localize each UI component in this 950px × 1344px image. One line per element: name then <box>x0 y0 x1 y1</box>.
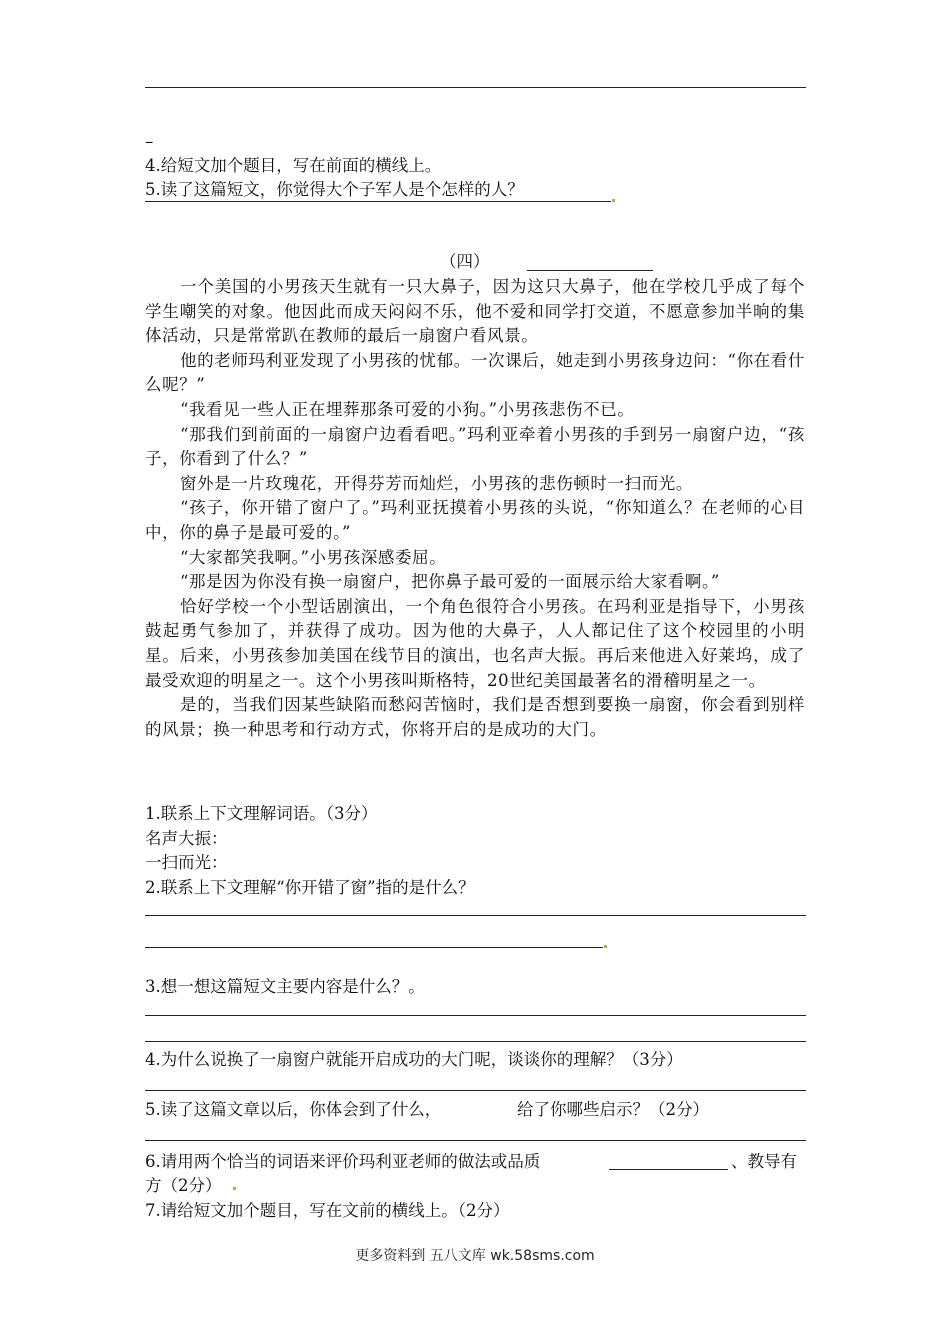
section-heading: （四） <box>440 252 490 271</box>
answer-line <box>145 915 806 916</box>
paragraph: 恰好学校一个小型话剧演出，一个角色很符合小男孩。在玛利亚是指导下，小男孩鼓起勇气参加了，并获得了成功。因为他的大鼻子，人人都记住了这个校园里的小明星。后来，小男孩参加美国在线节目的演出，也名声大振。再后来他进入好莱坞，成了最受欢迎的明星之一。这个小男孩叫斯格特，20世纪美国最著名的滑稽明星之一。 <box>145 596 805 690</box>
question-1: 1.联系上下文理解词语。（3分） <box>145 804 378 823</box>
paragraph: “大家都笑我啊。”小男孩深感委屈。 <box>180 547 447 567</box>
question-6-part-b: 、教导有 <box>731 1152 797 1171</box>
mark-dot <box>233 1187 236 1190</box>
question-5-part-a: 5.读了这篇文章以后，你体会到了什么， <box>145 1100 442 1119</box>
stray-dash: – <box>145 132 154 151</box>
paragraph: 他的老师玛利亚发现了小男孩的忧郁。一次课后，她走到小男孩身边问：“你在看什么呢？” <box>145 350 805 395</box>
answer-line <box>145 1090 806 1091</box>
question-5-part-b: 给了你哪些启示？（2分） <box>517 1100 709 1119</box>
question-1-term-b: 一扫而光： <box>145 853 228 872</box>
question-4-top: 4.给短文加个题目，写在前面的横线上。 <box>145 156 442 175</box>
fill-blank-line <box>609 1169 728 1170</box>
paragraph: “那是因为你没有换一扇窗户，把你鼻子最可爱的一面展示给大家看啊。” <box>180 572 720 592</box>
paragraph: 是的，当我们因某些缺陷而愁闷苦恼时，我们是否想到要换一扇窗，你会看到别样的风景；换一种思考和行动方式，你将开启的是成功的大门。 <box>145 695 805 739</box>
question-6-part-a: 6.请用两个恰当的词语来评价玛利亚老师的做法或品质 <box>145 1152 541 1171</box>
question-5-top: 5.读了这篇短文，你觉得大个子军人是个怎样的人？ <box>145 180 524 199</box>
title-blank-line <box>527 270 653 271</box>
paragraph: “我看见一些人正在埋葬那条可爱的小狗。”小男孩悲伤不已。 <box>180 399 635 419</box>
question-3: 3.想一想这篇短文主要内容是什么？。 <box>145 977 425 996</box>
question-1-term-a: 名声大振： <box>145 829 228 848</box>
answer-line <box>145 201 611 202</box>
question-7: 7.请给短文加个题目，写在文前的横线上。（2分） <box>145 1201 510 1220</box>
answer-line <box>145 1041 806 1042</box>
footer-text: 更多资料到 五八文库 wk.58sms.com <box>355 1248 595 1264</box>
answer-line <box>145 947 603 948</box>
mark-dot <box>604 945 607 948</box>
answer-line <box>145 87 806 88</box>
paragraph: “那我们到前面的一扇窗户边看看吧。”玛利亚牵着小男孩的手到另一扇窗户边，“孩子，你看到了什么？” <box>145 424 805 469</box>
question-2: 2.联系上下文理解“你开错了窗”指的是什么？ <box>145 878 475 897</box>
question-4: 4.为什么说换了一扇窗户就能开启成功的大门呢，谈谈你的理解？（3分） <box>145 1050 683 1069</box>
passage <box>145 275 805 742</box>
question-6-part-c: 方（2分） <box>145 1176 222 1195</box>
paragraph: 窗外是一片玫瑰花，开得芬芳而灿烂，小男孩的悲伤顿时一扫而光。 <box>180 473 693 493</box>
answer-line <box>145 1140 806 1141</box>
answer-line <box>145 1015 806 1016</box>
paragraph: “孩子，你开错了窗户了。”玛利亚抚摸着小男孩的头说，“你知道么？在老师的心目中，你的鼻子是最可爱的。” <box>145 498 805 542</box>
paragraph: 一个美国的小男孩天生就有一只大鼻子，因为这只大鼻子，他在学校几乎成了每个学生嘲笑的对象。他因此而成天闷闷不乐，他不爱和同学打交道，不愿意参加半晌的集体活动，只是常常趴在教师的最后一扇窗户看风景。 <box>145 277 805 346</box>
mark-dot <box>612 199 615 202</box>
